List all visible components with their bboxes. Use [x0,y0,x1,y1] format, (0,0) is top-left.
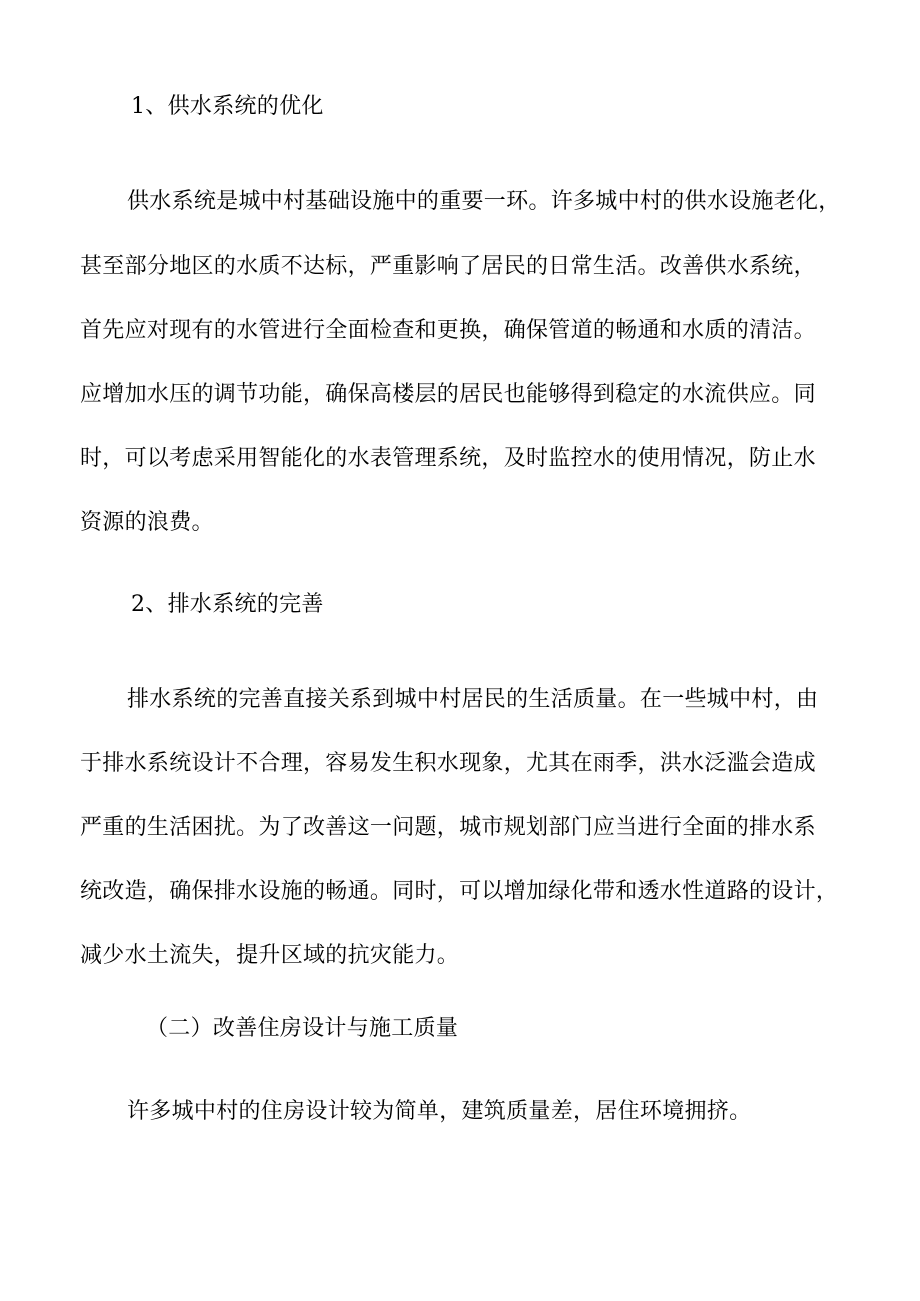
paragraph-line: 资源的浪费。 [80,510,214,535]
paragraph-line: 供水系统是城中村基础设施中的重要一环。许多城中村的供水设施老化， [127,189,841,214]
paragraph-line: 减少水土流失，提升区域的抗灾能力。 [80,943,460,968]
paragraph-line: 应增加水压的调节功能，确保高楼层的居民也能够得到稳定的水流供应。同 [80,382,816,407]
section-heading-water-supply: 1、供水系统的优化 [131,94,324,119]
paragraph-line: 甚至部分地区的水质不达标，严重影响了居民的日常生活。改善供水系统， [80,254,816,279]
paragraph-line: 排水系统的完善直接关系到城中村居民的生活质量。在一些城中村，由 [127,687,819,712]
section-heading-housing: （二）改善住房设计与施工质量 [146,1016,459,1041]
section-heading-drainage: 2、排水系统的完善 [131,592,324,617]
paragraph-line: 于排水系统设计不合理，容易发生积水现象，尤其在雨季，洪水泛滥会造成 [80,751,816,776]
paragraph-line: 首先应对现有的水管进行全面检查和更换，确保管道的畅通和水质的清洁。 [80,318,816,343]
paragraph-line: 严重的生活困扰。为了改善这一问题，城市规划部门应当进行全面的排水系 [80,815,816,840]
paragraph-line: 统改造，确保排水设施的畅通。同时，可以增加绿化带和透水性道路的设计， [80,879,839,904]
paragraph-line: 时，可以考虑采用智能化的水表管理系统，及时监控水的使用情况，防止水 [80,446,816,471]
paragraph-line: 许多城中村的住房设计较为简单，建筑质量差，居住环境拥挤。 [127,1099,752,1124]
